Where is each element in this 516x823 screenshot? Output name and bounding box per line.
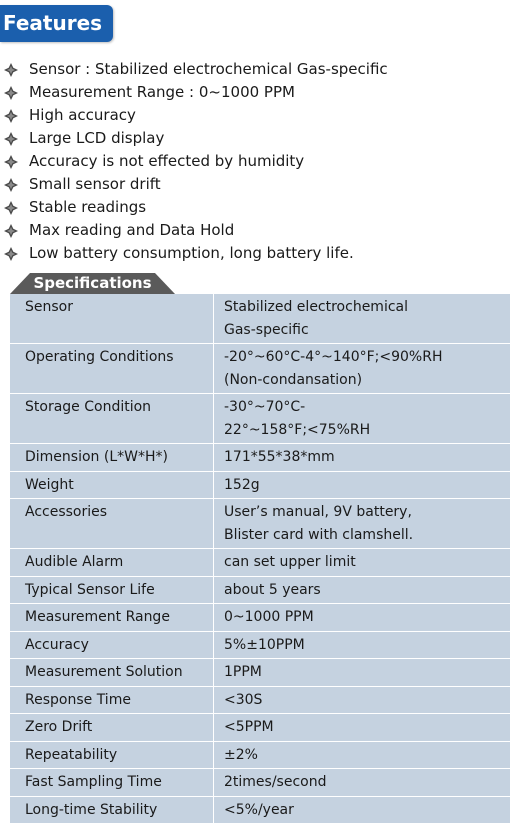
spec-label-cell	[10, 604, 214, 631]
feature-item	[0, 58, 388, 81]
diamond-bullet-icon	[4, 81, 18, 104]
spec-value-cell	[214, 394, 511, 443]
spec-value-line: about 5 years	[224, 579, 510, 602]
spec-value-line: 1PPM	[224, 661, 510, 684]
feature-item	[0, 104, 388, 127]
spec-label: Repeatability	[25, 742, 213, 769]
spec-value-line: -30°~70°C-	[224, 396, 510, 419]
spec-label: Response Time	[25, 687, 213, 714]
spec-label: Weight	[25, 472, 213, 499]
spec-value-cell	[214, 549, 511, 576]
spec-label: Zero Drift	[25, 714, 213, 741]
spec-label-cell	[10, 714, 214, 741]
feature-text: Small sensor drift	[29, 175, 161, 193]
specifications-tab	[10, 273, 175, 294]
spec-value-line: 22°~158°F;<75%RH	[224, 419, 510, 442]
spec-label-cell	[10, 444, 214, 471]
spec-value-line: 0~1000 PPM	[224, 606, 510, 629]
spec-value-line: 5%±10PPM	[224, 634, 510, 657]
spec-value	[224, 294, 510, 343]
spec-value-cell	[214, 659, 511, 686]
spec-label: Dimension (L*W*H*)	[25, 444, 213, 471]
feature-text: Sensor : Stabilized electrochemical Gas-specific	[29, 60, 388, 78]
specifications-table	[10, 294, 510, 823]
spec-value-cell	[214, 294, 511, 343]
spec-value-line: 152g	[224, 474, 510, 497]
spec-value-cell	[214, 714, 511, 741]
spec-label: Measurement Range	[25, 604, 213, 631]
feature-text: Stable readings	[29, 198, 146, 216]
spec-label-cell	[10, 394, 214, 443]
spec-label-cell	[10, 294, 214, 343]
spec-value-line: -20°~60°C-4°~140°F;<90%RH	[224, 346, 510, 369]
spec-label-cell	[10, 659, 214, 686]
spec-label: Long-time Stability	[25, 797, 213, 823]
spec-row	[10, 687, 510, 714]
spec-value-cell	[214, 742, 511, 769]
spec-value-cell	[214, 797, 511, 823]
spec-value	[224, 549, 510, 576]
diamond-bullet-icon	[4, 173, 18, 196]
spec-value-cell	[214, 472, 511, 499]
spec-value-cell	[214, 444, 511, 471]
spec-label-cell	[10, 549, 214, 576]
diamond-bullet-icon	[4, 127, 18, 150]
spec-value-cell	[214, 577, 511, 604]
spec-row	[10, 444, 510, 471]
spec-label-cell	[10, 687, 214, 714]
spec-label: Storage Condition	[25, 394, 213, 421]
spec-label: Measurement Solution	[25, 659, 213, 686]
spec-label: Accessories	[25, 499, 213, 526]
spec-value-line: Gas-specific	[224, 319, 510, 342]
features-heading	[0, 5, 113, 42]
spec-value-cell	[214, 769, 511, 796]
diamond-bullet-icon	[4, 196, 18, 219]
spec-label-cell	[10, 499, 214, 548]
diamond-bullet-icon	[4, 104, 18, 127]
feature-item	[0, 242, 388, 265]
spec-value-cell	[214, 604, 511, 631]
spec-value-line: User’s manual, 9V battery,	[224, 501, 510, 524]
spec-label-cell	[10, 797, 214, 823]
spec-row	[10, 499, 510, 548]
spec-value-line: ±2%	[224, 744, 510, 767]
spec-label: Fast Sampling Time	[25, 769, 213, 796]
feature-text: Accuracy is not effected by humidity	[29, 152, 304, 170]
spec-value-line: <30S	[224, 689, 510, 712]
feature-text: Max reading and Data Hold	[29, 221, 234, 239]
spec-label: Sensor	[25, 294, 213, 321]
spec-label-cell	[10, 344, 214, 393]
diamond-bullet-icon	[4, 242, 18, 265]
spec-value-cell	[214, 499, 511, 548]
feature-item	[0, 196, 388, 219]
spec-label-cell	[10, 769, 214, 796]
spec-value-line: <5PPM	[224, 716, 510, 739]
spec-value-line: 171*55*38*mm	[224, 446, 510, 469]
spec-value-cell	[214, 344, 511, 393]
spec-label-cell	[10, 742, 214, 769]
spec-value-line: Blister card with clamshell.	[224, 524, 510, 547]
spec-row	[10, 632, 510, 659]
feature-list	[0, 58, 388, 265]
feature-item	[0, 219, 388, 242]
diamond-bullet-icon	[4, 58, 18, 81]
feature-text: Low battery consumption, long battery life.	[29, 244, 354, 262]
spec-label: Operating Conditions	[25, 344, 213, 371]
spec-row	[10, 714, 510, 741]
diamond-bullet-icon	[4, 219, 18, 242]
spec-row	[10, 577, 510, 604]
feature-item	[0, 81, 388, 104]
spec-label: Audible Alarm	[25, 549, 213, 576]
spec-row	[10, 769, 510, 796]
feature-text: High accuracy	[29, 106, 136, 124]
feature-text: Measurement Range : 0~1000 PPM	[29, 83, 295, 101]
spec-value	[224, 577, 510, 604]
spec-value-line: 2times/second	[224, 771, 510, 794]
spec-label: Typical Sensor Life	[25, 577, 213, 604]
spec-row	[10, 472, 510, 499]
spec-value	[224, 687, 510, 714]
spec-value	[224, 769, 510, 796]
spec-row	[10, 742, 510, 769]
spec-value	[224, 394, 510, 443]
spec-value-cell	[214, 632, 511, 659]
diamond-bullet-icon	[4, 150, 18, 173]
spec-value-line: can set upper limit	[224, 551, 510, 574]
spec-value	[224, 659, 510, 686]
feature-text: Large LCD display	[29, 129, 164, 147]
spec-row	[10, 294, 510, 343]
specifications-title: Specifications	[10, 273, 175, 294]
spec-row	[10, 394, 510, 443]
spec-value	[224, 632, 510, 659]
spec-row	[10, 797, 510, 823]
spec-value	[224, 499, 510, 548]
features-title: Features	[3, 10, 102, 36]
spec-value	[224, 472, 510, 499]
spec-value	[224, 742, 510, 769]
spec-row	[10, 344, 510, 393]
feature-item	[0, 127, 388, 150]
feature-item	[0, 150, 388, 173]
spec-label-cell	[10, 577, 214, 604]
spec-row	[10, 549, 510, 576]
spec-value	[224, 604, 510, 631]
feature-item	[0, 173, 388, 196]
spec-label: Accuracy	[25, 632, 213, 659]
spec-label-cell	[10, 632, 214, 659]
spec-value	[224, 714, 510, 741]
spec-value-line: <5%/year	[224, 799, 510, 822]
spec-row	[10, 659, 510, 686]
spec-value	[224, 444, 510, 471]
spec-row	[10, 604, 510, 631]
spec-label-cell	[10, 472, 214, 499]
spec-value-cell	[214, 687, 511, 714]
spec-value-line: (Non-condansation)	[224, 369, 510, 392]
spec-value	[224, 344, 510, 393]
spec-value	[224, 797, 510, 823]
spec-value-line: Stabilized electrochemical	[224, 296, 510, 319]
